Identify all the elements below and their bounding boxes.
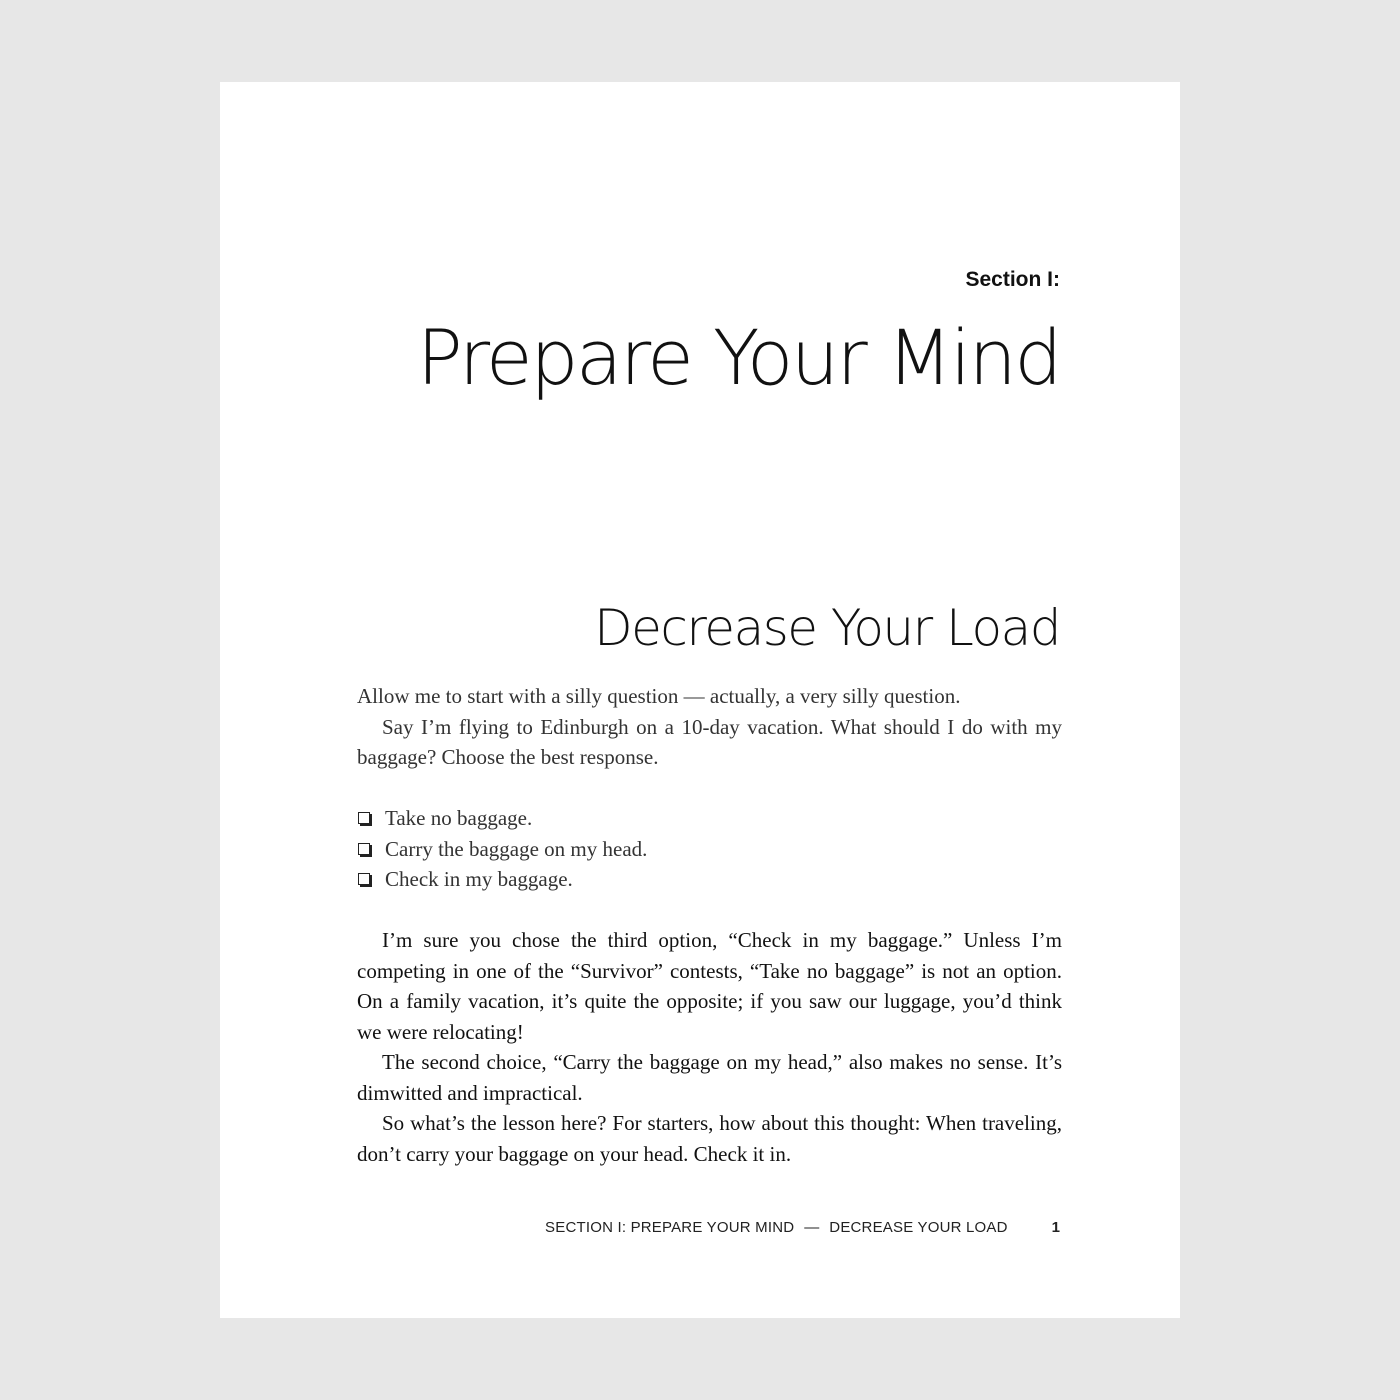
choice-label: Carry the baggage on my head. [385,836,648,861]
section-title: Prepare Your Mind [416,313,1060,402]
chapter-title: Decrease Your Load [594,599,1060,657]
checkbox-icon [358,812,370,824]
list-item [357,803,1062,834]
footer-section: SECTION I: PREPARE YOUR MIND [545,1219,795,1236]
body-paragraph: I’m sure you chose the third option, “Check in my baggage.” Unless I’m competing in one of the “Survivor” contests, “Take no baggage” is not an option. On a family vacation, it’s quite the opposite; if you saw our luggage, you’d think we were relocating! [357,928,1062,1044]
footer-chapter: DECREASE YOUR LOAD [829,1219,1008,1236]
footer-separator: — [804,1219,820,1236]
running-footer [220,1219,1060,1236]
body-paragraph: The second choice, “Carry the baggage on my head,” also makes no sense. It’s dimwitted and impractical. [357,1050,1062,1105]
body-text [357,681,1062,1169]
checkbox-icon [358,873,370,885]
list-item [357,864,1062,895]
choice-label: Check in my baggage. [385,867,573,891]
book-page [220,82,1180,1318]
intro-paragraph: Allow me to start with a silly question — actually, a very silly question. [357,684,961,708]
checkbox-icon [358,843,370,855]
section-label: Section I: [965,268,1060,291]
scenario-paragraph: Say I’m flying to Edinburgh on a 10-day vacation. What should I do with my baggage? Choose the best response. [357,714,1062,769]
body-paragraph: So what’s the lesson here? For starters, how about this thought: When traveling, don’t carry your baggage on your head. Check it in. [357,1111,1062,1166]
choice-label: Take no baggage. [385,806,533,830]
list-item [357,834,1062,865]
choice-list [357,803,1062,895]
page-number: 1 [1051,1219,1060,1236]
